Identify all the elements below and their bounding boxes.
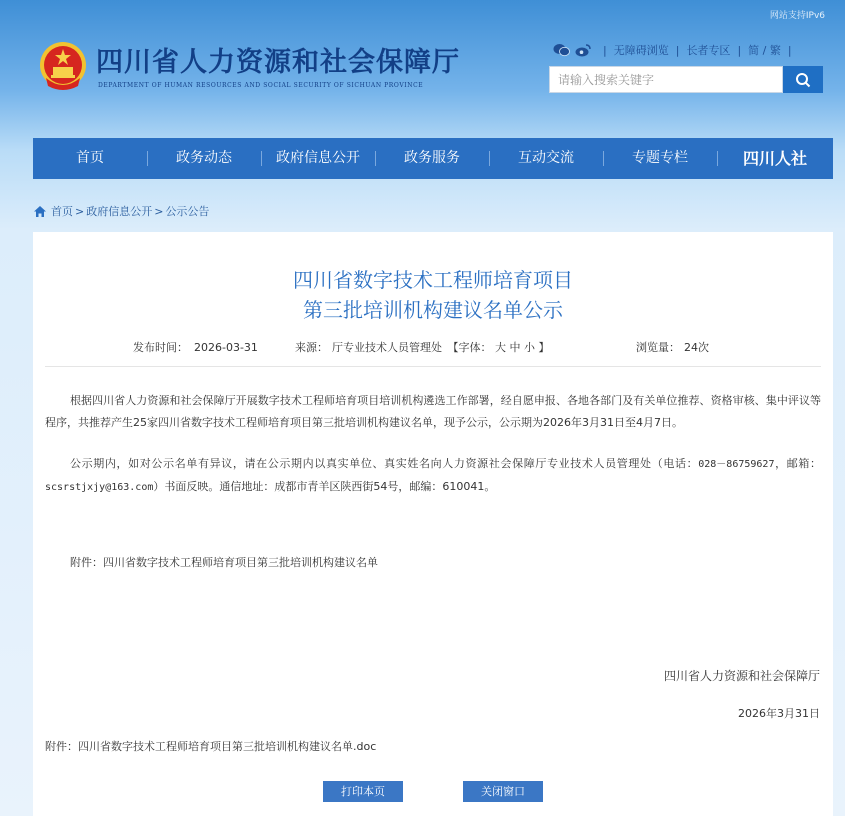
main-nav: [33, 138, 833, 179]
breadcrumb-home[interactable]: 首页: [51, 205, 73, 218]
font-medium-button[interactable]: 中: [509, 341, 521, 354]
breadcrumb-announcements[interactable]: 公示公告: [165, 205, 210, 218]
contact-email: scsrstjxjy@163.com: [45, 482, 154, 493]
nav-home[interactable]: 首页: [76, 150, 104, 166]
elder-zone-link[interactable]: 长者专区: [686, 44, 731, 57]
view-count: [636, 339, 709, 355]
attachment-label: 附件：: [45, 740, 78, 753]
home-icon: [33, 205, 47, 218]
article-paragraph-2: [45, 453, 821, 499]
wechat-icon[interactable]: [552, 42, 570, 58]
site-subtitle: DEPARTMENT OF HUMAN RESOURCES AND SOCIAL SECURITY OF SICHUAN PROVINCE: [98, 82, 424, 89]
ipv6-note: 网站支持IPv6: [769, 11, 825, 21]
issuer-signature: 四川省人力资源和社会保障厅: [663, 669, 820, 683]
language-switch-link[interactable]: 简 / 繁: [748, 44, 781, 57]
accessible-browse-link[interactable]: 无障碍浏览: [613, 44, 669, 57]
separator: |: [787, 43, 792, 57]
nav-government-news[interactable]: 政务动态: [147, 138, 261, 179]
site-title: 四川省人力资源和社会保障厅: [96, 47, 460, 78]
views-value: 24次: [684, 341, 709, 354]
search-icon: [795, 72, 811, 88]
search-bar: [549, 66, 823, 93]
nav-sichuan-hrss-brand[interactable]: 四川人社: [717, 138, 833, 179]
separator: |: [737, 43, 742, 57]
font-size-control: [448, 341, 550, 354]
top-links: [552, 42, 827, 58]
nav-info-disclosure[interactable]: 政府信息公开: [261, 138, 375, 179]
article-card: [33, 232, 833, 816]
breadcrumb: [33, 203, 209, 219]
attachment: [45, 738, 376, 754]
attachment-download-link[interactable]: 四川省数字技术工程师培育项目第三批培训机构建议名单.doc: [78, 740, 377, 753]
paragraph2-text-c: ）书面反映。通信地址：成都市青羊区陕西街54号，邮编：610041。: [153, 480, 496, 493]
divider: [45, 366, 821, 367]
nav-government-services[interactable]: 政务服务: [375, 138, 489, 179]
breadcrumb-info-disclosure[interactable]: 政府信息公开: [86, 205, 153, 218]
print-page-button[interactable]: 打印本页: [323, 781, 403, 802]
close-window-button[interactable]: 关闭窗口: [463, 781, 543, 802]
weibo-icon[interactable]: [574, 42, 592, 58]
search-button[interactable]: [783, 66, 823, 93]
publish-date: [133, 339, 258, 355]
search-input[interactable]: [549, 66, 783, 93]
separator: |: [603, 43, 607, 57]
attachment-note: 附件：四川省数字技术工程师培育项目第三批培训机构建议名单: [70, 556, 378, 569]
source-value: 厅专业技术人员管理处: [332, 341, 442, 354]
breadcrumb-separator: >: [154, 204, 164, 218]
publish-label: 发布时间：: [133, 341, 188, 354]
paragraph2-text-b: ，邮箱：: [774, 457, 822, 470]
paragraph2-text-a: 公示期内，如对公示名单有异议，请在公示期内以真实单位、真实姓名向人力资源社会保障厅专业技术人员管理处（电话：: [70, 457, 699, 470]
nav-interaction[interactable]: 互动交流: [489, 138, 603, 179]
contact-phone: 028－86759627: [698, 459, 775, 470]
views-label: 浏览量：: [636, 341, 680, 354]
separator: |: [675, 43, 680, 57]
breadcrumb-separator: >: [75, 204, 85, 218]
article-source: [295, 339, 550, 355]
nav-special-topics[interactable]: 专题专栏: [603, 138, 717, 179]
action-buttons: [33, 781, 833, 802]
national-emblem-icon: [38, 40, 88, 92]
source-label: 来源：: [295, 341, 328, 354]
font-small-button[interactable]: 小: [524, 341, 535, 354]
publish-value: 2026-03-31: [194, 341, 258, 354]
article-paragraph-1: 根据四川省人力资源和社会保障厅开展数字技术工程师培育项目培训机构遴选工作部署，经自愿申报、各地各部门及有关单位推荐、资格审核、集中评议等程序，共推荐产生25家四川省数字技术工程师培育项目第三批培训机构建议名单，现予公示，公示期为2026年3月31日至4月7日。: [45, 394, 821, 429]
article-title-line2: 第三批培训机构建议名单公示: [303, 298, 563, 322]
article-title-line1: 四川省数字技术工程师培育项目: [293, 268, 573, 292]
font-label: 【字体：: [447, 341, 492, 354]
issue-date: 2026年3月31日: [738, 707, 820, 720]
font-large-button[interactable]: 大: [495, 341, 506, 354]
font-end: 】: [538, 341, 550, 354]
